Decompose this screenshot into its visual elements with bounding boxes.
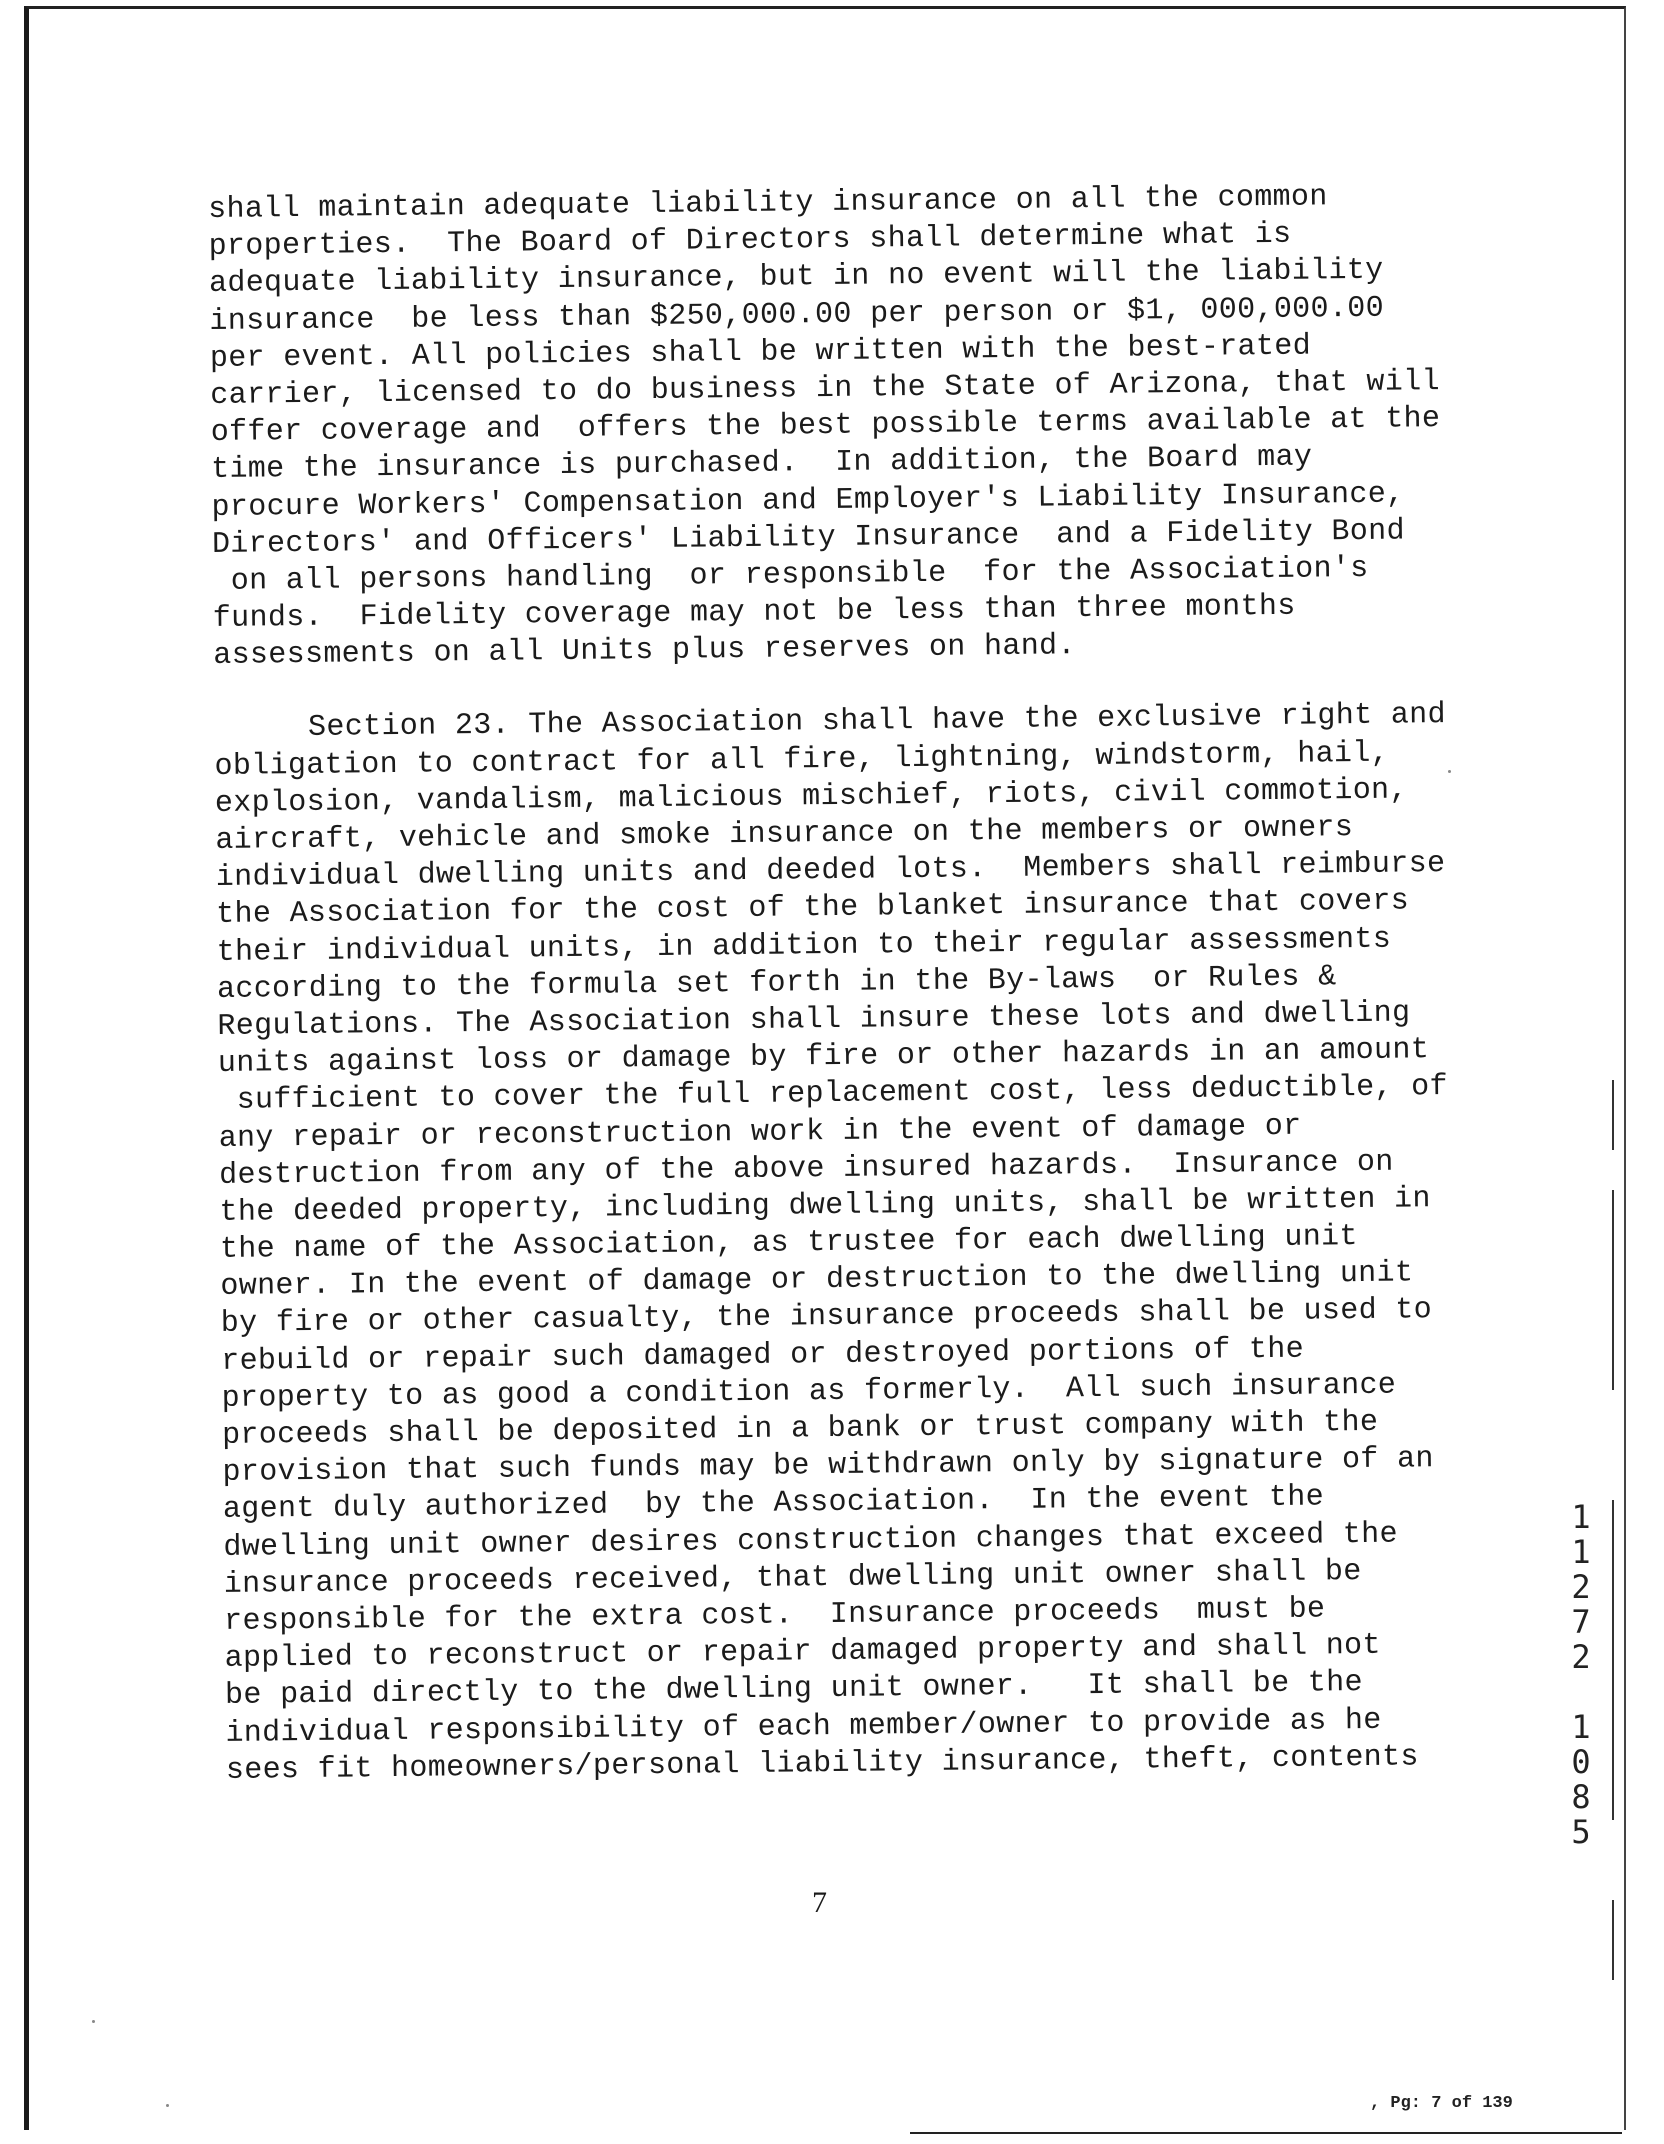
text-line: any repair or reconstruction work in the event of damage or xyxy=(218,1109,1302,1156)
text-line: individual responsibility of each member/owner to provide as he xyxy=(225,1703,1382,1751)
margin-rule xyxy=(1612,1080,1614,1150)
text-line: agent duly authorized by the Association. In the event the xyxy=(222,1480,1325,1528)
margin-rule xyxy=(1612,1500,1614,1820)
text-line: proceeds shall be deposited in a bank or trust company with the xyxy=(221,1405,1379,1453)
text-line: on all persons handling or responsible for the Association's xyxy=(212,551,1369,599)
scan-speck xyxy=(1448,770,1451,773)
stamp-digit: 1 xyxy=(1571,1708,1591,1746)
document-body xyxy=(208,178,1458,1790)
text-line: explosion, vandalism, malicious mischief, riots, civil commotion, xyxy=(214,773,1409,821)
text-line: assessments on all Units plus reserves on hand. xyxy=(213,629,1076,674)
text-line: be paid directly to the dwelling unit owner. It shall be the xyxy=(224,1666,1364,1714)
stamp-digit: 5 xyxy=(1571,1813,1591,1851)
text-line: property to as good a condition as formerly. All such insurance xyxy=(221,1368,1397,1416)
text-line: carrier, licensed to do business in the State of Arizona, that will xyxy=(210,364,1441,413)
text-line: adequate liability insurance, but in no event will the liability xyxy=(208,254,1384,302)
recording-stamp xyxy=(1568,1500,1594,1850)
footer-page-count: , Pg: 7 of 139 xyxy=(1370,2094,1513,2113)
text-line: according to the formula set forth in the By-laws or Rules & xyxy=(216,959,1337,1007)
text-line: Regulations. The Association shall insure these lots and dwelling xyxy=(217,996,1411,1044)
text-line: their individual units, in addition to their regular assessments xyxy=(216,922,1392,970)
text-line: aircraft, vehicle and smoke insurance on the members or owners xyxy=(215,811,1354,858)
stamp-digit: 1 xyxy=(1571,1498,1591,1536)
text-line: insurance proceeds received, that dwelling unit owner shall be xyxy=(223,1554,1362,1602)
stamp-digit: 2 xyxy=(1571,1638,1591,1676)
stamp-digit: 7 xyxy=(1571,1603,1591,1641)
text-line: individual dwelling units and deeded lots. Members shall reimburse xyxy=(215,847,1446,896)
scan-speck xyxy=(166,2104,169,2107)
footer-rule xyxy=(910,2132,1622,2134)
stamp-digit: 2 xyxy=(1571,1568,1591,1606)
scan-speck xyxy=(92,2020,95,2023)
text-line: insurance be less than $250,000.00 per person or $1, 000,000.00 xyxy=(209,291,1385,339)
text-line: provision that such funds may be withdrawn only by signature of an xyxy=(222,1442,1434,1491)
text-line: procure Workers' Compensation and Employer's Liability Insurance, xyxy=(211,476,1405,525)
text-line: the name of the Association, as trustee for each dwelling unit xyxy=(219,1220,1359,1267)
text-line: the deeded property, including dwelling units, shall be written in xyxy=(219,1182,1431,1230)
text-line: responsible for the extra cost. Insurance proceeds must be xyxy=(224,1592,1326,1639)
stamp-digit: 1 xyxy=(1571,1533,1591,1571)
text-line: sees fit homeowners/personal liability insurance, theft, contents xyxy=(225,1740,1419,1788)
margin-rule xyxy=(1612,1190,1614,1390)
text-line: obligation to contract for all fire, lightning, windstorm, hail, xyxy=(214,736,1390,784)
text-line: destruction from any of the above insured hazards. Insurance on xyxy=(218,1145,1394,1193)
margin-rule xyxy=(1612,1900,1614,1980)
text-line: sufficient to cover the full replacement cost, less deductible, of xyxy=(218,1070,1449,1119)
text-line: per event. All policies shall be written with the best-rated xyxy=(209,329,1312,376)
text-line: properties. The Board of Directors shall determine what is xyxy=(208,217,1292,265)
text-line: Section 23. The Association shall have the exclusive right and xyxy=(307,698,1447,746)
text-line: owner. In the event of damage or destruction to the dwelling unit xyxy=(220,1256,1414,1305)
text-line: funds. Fidelity coverage may not be less than three months xyxy=(212,589,1296,637)
stamp-gap xyxy=(1568,1675,1594,1710)
text-line: rebuild or repair such damaged or destroyed portions of the xyxy=(221,1332,1305,1379)
text-line: dwelling unit owner desires construction changes that exceed the xyxy=(223,1517,1399,1565)
text-line: time the insurance is purchased. In addition, the Board may xyxy=(210,440,1313,488)
text-line: offer coverage and offers the best possible terms available at the xyxy=(210,402,1441,451)
page-number: 7 xyxy=(812,1886,827,1919)
text-line: Directors' and Officers' Liability Insurance and a Fidelity Bond xyxy=(211,514,1406,562)
text-line: units against loss or damage by fire or other hazards in an amount xyxy=(217,1033,1430,1082)
text-line: shall maintain adequate liability insurance on all the common xyxy=(208,180,1328,227)
stamp-digit: 0 xyxy=(1571,1743,1591,1781)
text-line: the Association for the cost of the blanket insurance that covers xyxy=(216,884,1410,933)
text-line: by fire or other casualty, the insurance proceeds shall be used to xyxy=(220,1293,1433,1342)
text-line: applied to reconstruct or repair damaged property and shall not xyxy=(224,1628,1381,1677)
stamp-digit: 8 xyxy=(1571,1778,1591,1816)
